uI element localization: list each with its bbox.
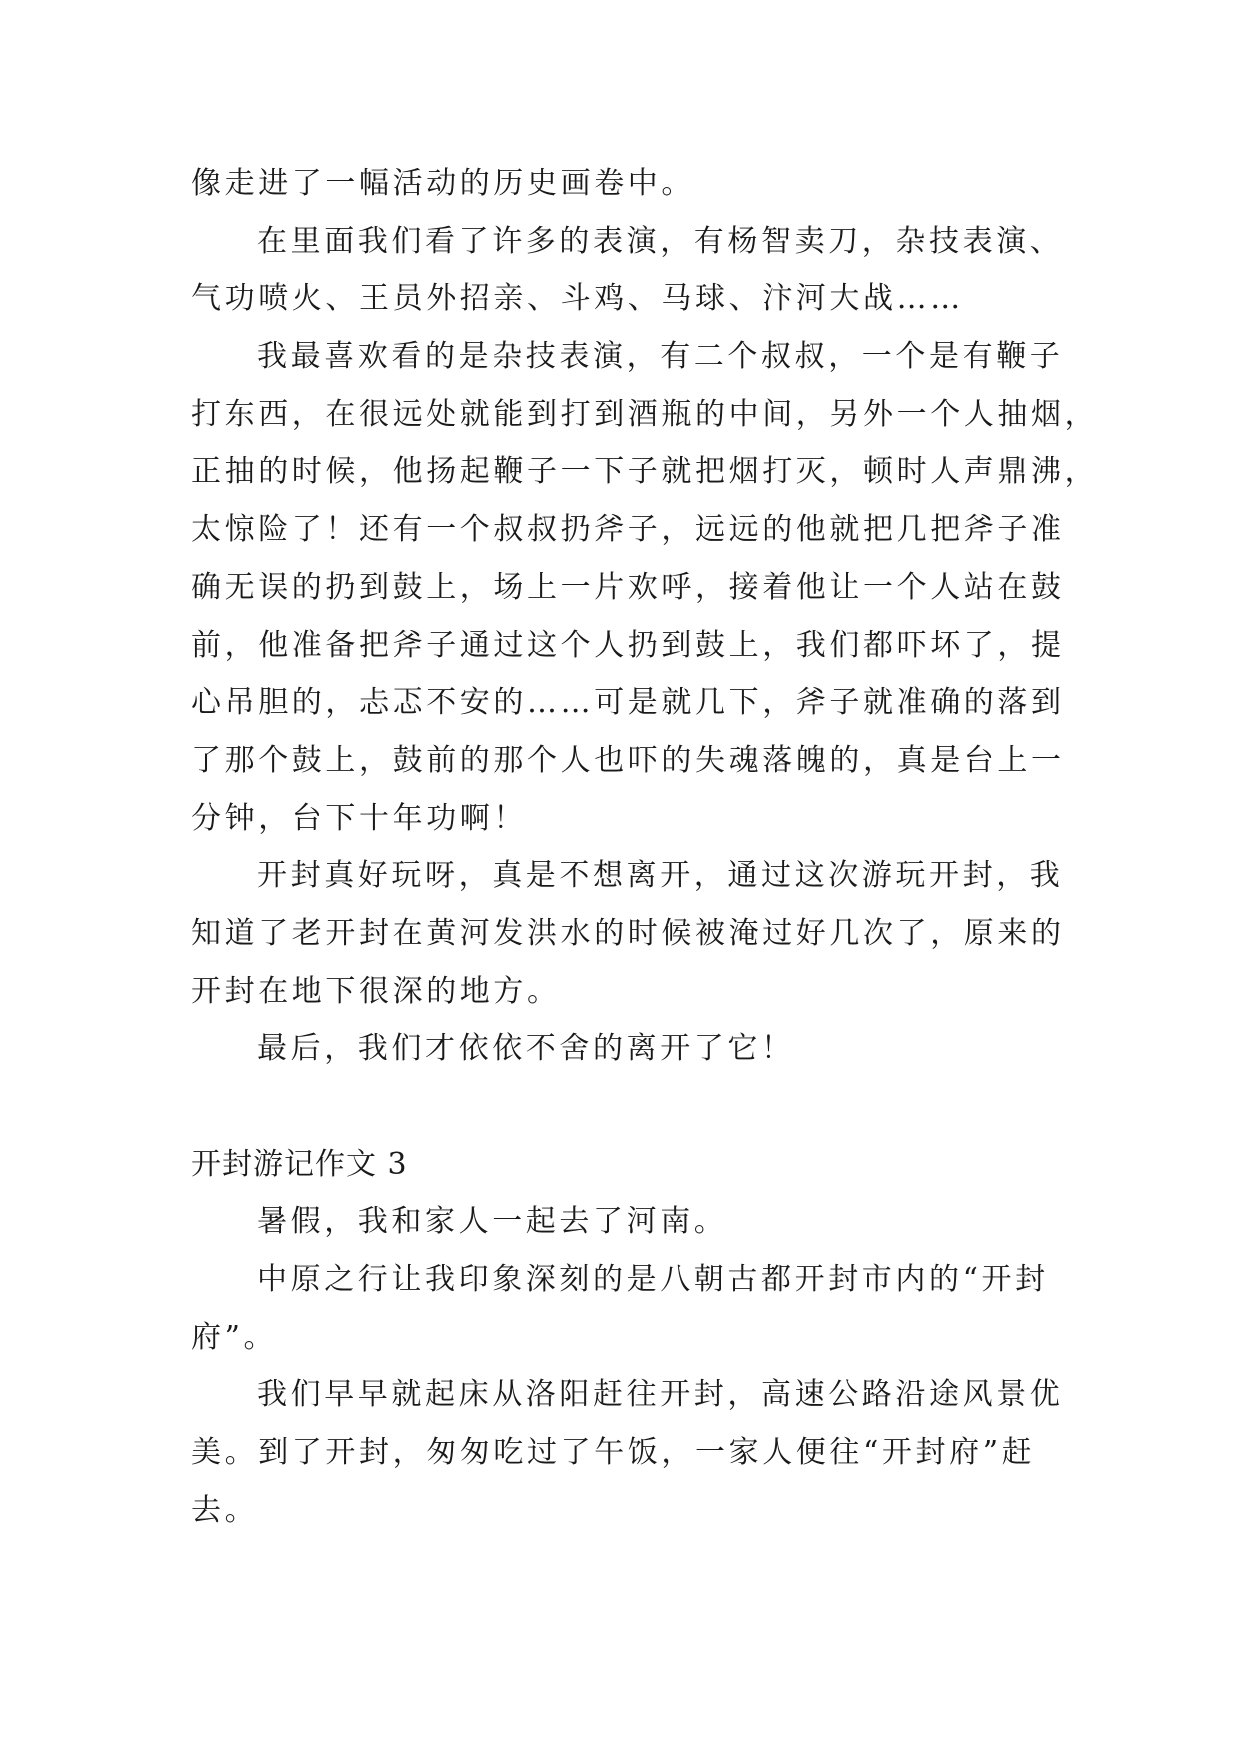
paragraph-line: 美。到了开封，匆匆吃过了午饭，一家人便往“开封府”赶: [191, 1435, 1036, 1471]
section-heading: 开封游记作文 3: [191, 1146, 408, 1182]
paragraph-first-line: 我们早早就起床从洛阳赶往开封，高速公路沿途风景优: [257, 1377, 1064, 1413]
paragraph-first-line: 我最喜欢看的是杂技表演，有二个叔叔，一个是有鞭子: [257, 339, 1064, 375]
paragraph-first-line: 中原之行让我印象深刻的是八朝古都开封市内的“开封: [257, 1262, 1049, 1298]
paragraph-line: 开封在地下很深的地方。: [191, 973, 561, 1009]
paragraph-line: 去。: [191, 1492, 259, 1528]
paragraph-line: 府”。: [191, 1319, 278, 1355]
paragraph-line: 正抽的时候，他扬起鞭子一下子就把烟打灭，顿时人声鼎沸，: [191, 454, 1099, 490]
paragraph-line: 了那个鼓上，鼓前的那个人也吓的失魂落魄的，真是台上一: [191, 742, 1065, 778]
paragraph-first-line: 开封真好玩呀，真是不想离开，通过这次游玩开封，我: [257, 858, 1064, 894]
paragraph-first-line: 暑假，我和家人一起去了河南。: [257, 1204, 728, 1240]
blank-line: [191, 1078, 1051, 1136]
paragraph-line: 知道了老开封在黄河发洪水的时候被淹过好几次了，原来的: [191, 915, 1065, 951]
paragraph-line: 确无误的扔到鼓上，场上一片欢呼，接着他让一个人站在鼓: [191, 569, 1065, 605]
paragraph-first-line: 在里面我们看了许多的表演，有杨智卖刀，杂技表演、: [257, 223, 1064, 259]
paragraph-line: 分钟，台下十年功啊！: [191, 800, 527, 836]
paragraph-line: 前，他准备把斧子通过这个人扔到鼓上，我们都吓坏了，提: [191, 627, 1065, 663]
paragraph-line: 像走进了一幅活动的历史画卷中。: [191, 166, 695, 201]
paragraph-line: 太惊险了！还有一个叔叔扔斧子，远远的他就把几把斧子准: [191, 512, 1065, 548]
paragraph-line: 心吊胆的，忐忑不安的……可是就几下，斧子就准确的落到: [191, 685, 1065, 721]
paragraph-line: 气功喷火、王员外招亲、斗鸡、马球、汴河大战……: [191, 281, 964, 317]
paragraph-first-line: 最后，我们才依依不舍的离开了它！: [257, 1031, 795, 1067]
document-body: [191, 155, 1099, 1540]
paragraph-line: 打东西，在很远处就能到打到酒瓶的中间，另外一个人抽烟，: [191, 396, 1099, 432]
